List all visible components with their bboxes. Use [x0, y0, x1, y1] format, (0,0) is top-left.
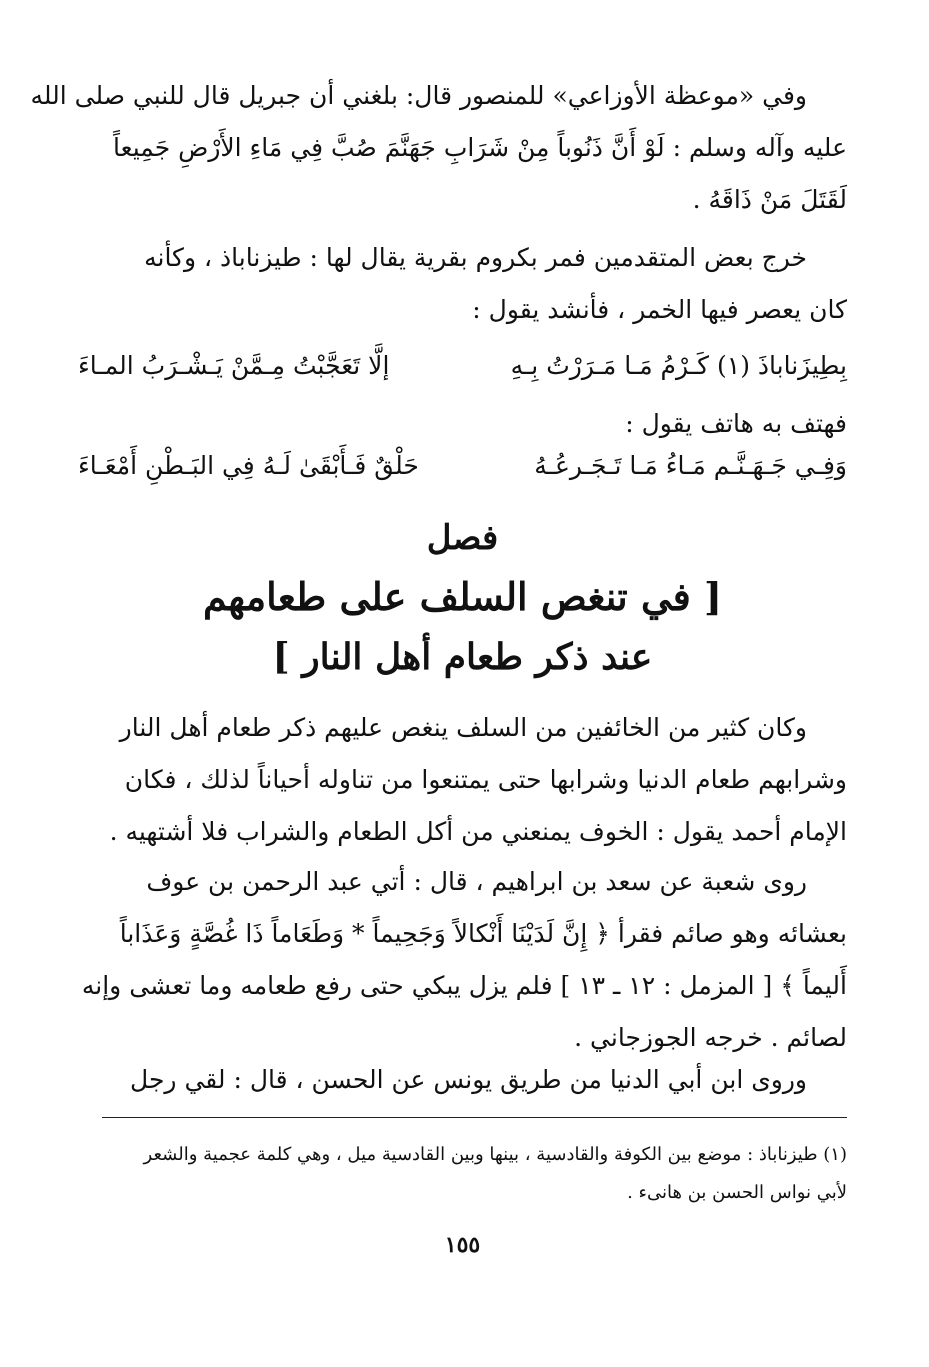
verse-first-hemistich: وَفِـي جَـهَـنَّـم مَـاءُ مَـا تَـجَـرعُـهُ [534, 451, 847, 480]
verse-first-hemistich: بِطِيزَناباذَ (١) كَـرْمُ مَـا مَـرَرْتُ بِـهِ [510, 351, 847, 380]
verse-second-hemistich: إلَّا تَعَجَّبْتُ مِـمَّنْ يَـشْـرَبُ المـاءَ [78, 351, 390, 380]
text-line: وروى ابن أبي الدنيا من طريق يونس عن الحسن ، قال : لقي رجل [130, 1065, 807, 1094]
section-subtitle-line-1: [ في تنغص السلف على طعامهم [202, 574, 723, 619]
paragraph-tizanabadh [78, 232, 847, 336]
text-line: روى شعبة عن سعد بن ابراهيم ، قال : أتي عبد الرحمن بن عوف [146, 867, 807, 896]
footnote-line: (١) طيزناباذ : موضع بين الكوفة والقادسية ، بينها وبين القادسية ميل ، وهي كلمة عجمية والشعر [143, 1144, 847, 1165]
poem-verse-2 [78, 440, 847, 492]
text-line: لَقَتَلَ مَنْ ذَاقَهُ . [692, 185, 847, 214]
text-line: وشرابهم طعام الدنيا وشرابها حتى يمتنعوا من تناوله أحياناً لذلك ، فكان [124, 765, 847, 794]
footnote-separator [102, 1117, 847, 1118]
text-line: أَليماً ﴾ [ المزمل : ١٢ ـ ١٣ ] فلم يزل يبكي حتى رفع طعامه وما تعشى وإنه [81, 971, 847, 1000]
text-line: بعشائه وهو صائم فقرأ ﴿ إِنَّ لَدَيْنَا أَنْكالاً وَجَحِيماً * وَطَعَاماً ذَا غُصَّةٍ وَعَذَاباً [119, 919, 847, 948]
text-line: الإمام أحمد يقول : الخوف يمنعني من أكل الطعام والشراب فلا أشتهيه . [109, 817, 847, 846]
text-line: خرج بعض المتقدمين فمر بكروم بقرية يقال لها : طيزناباذ ، وكأنه [144, 243, 807, 272]
poem-verse-1 [78, 340, 847, 392]
text-line: لصائم . خرجه الجوزجاني . [574, 1023, 847, 1052]
paragraph-awzai-admonition [30, 70, 847, 226]
verse-second-hemistich: حَلْقٌ فَـأَبْقَىٰ لَـهُ فِي البَـطْنِ أَمْعَـاءَ [78, 451, 419, 480]
text-line: عليه وآله وسلم : لَوْ أَنَّ ذَنُوباً مِنْ شَرَابِ جَهَنَّمَ صُبَّ فِي مَاءِ الأَرْضِ جَمِيعاً [113, 133, 847, 162]
section-subtitle-line-2: عند ذكر طعام أهل النار ] [272, 636, 653, 678]
text-line: كان يعصر فيها الخمر ، فأنشد يقول : [472, 295, 847, 324]
text-line: وفي «موعظة الأوزاعي» للمنصور قال: بلغني أن جبريل قال للنبي صلى الله [30, 81, 807, 110]
paragraph-fearful-salaf [78, 702, 847, 858]
paragraph-abdurrahman-ibn-awf [78, 856, 847, 1064]
text-line: فهتف به هاتف يقول : [625, 409, 847, 438]
book-page [30, 0, 847, 1367]
text-line: وكان كثير من الخائفين من السلف ينغص عليهم ذكر طعام أهل النار [119, 713, 807, 742]
section-title: فصل [426, 518, 499, 558]
page-number: ١٥٥ [444, 1232, 481, 1258]
footnote-line: لأبي نواس الحسن بن هانىء . [627, 1182, 847, 1203]
footnote [78, 1136, 847, 1212]
paragraph-ibn-abi-dunya [78, 1054, 847, 1106]
